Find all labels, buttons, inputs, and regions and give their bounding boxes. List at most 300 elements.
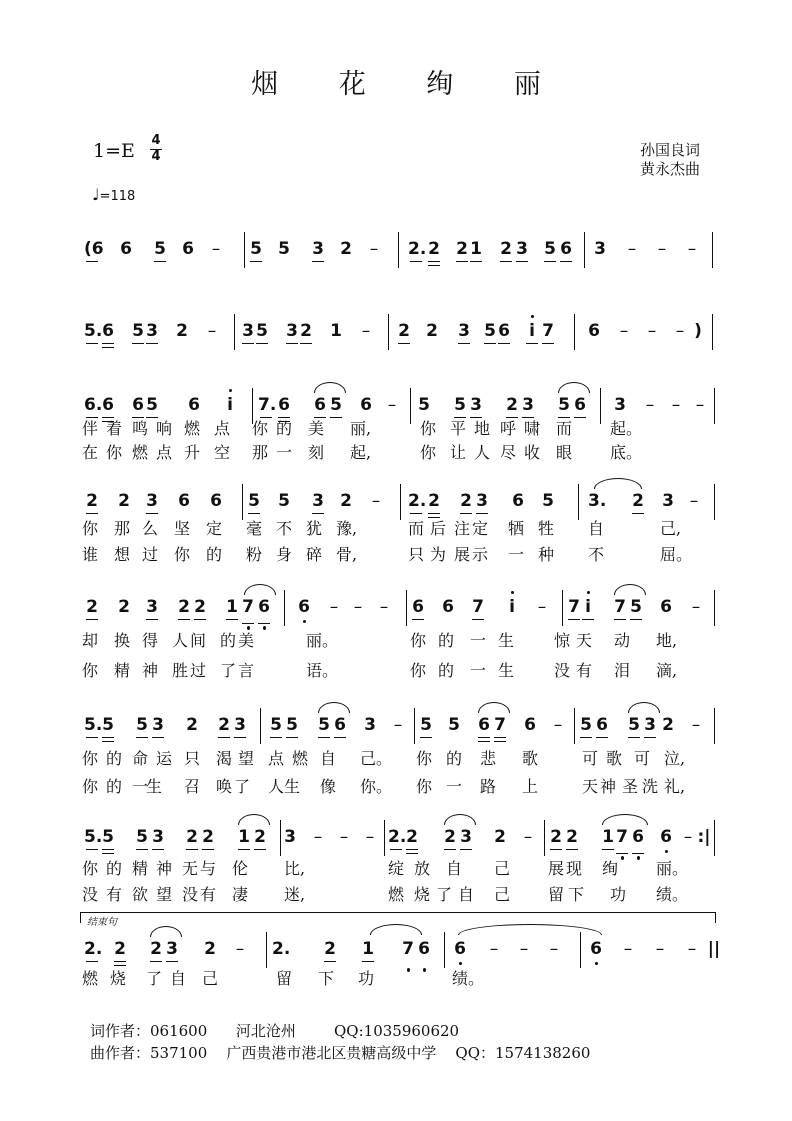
dash: – bbox=[235, 939, 245, 959]
note: 5 bbox=[542, 238, 558, 260]
barline bbox=[280, 820, 281, 856]
slur bbox=[314, 382, 346, 393]
lyric-char: 上 bbox=[522, 777, 539, 796]
dash: – bbox=[211, 239, 221, 259]
note: 6 bbox=[256, 596, 272, 618]
lyric-char: 功 bbox=[358, 969, 375, 988]
lyric-char: 你 bbox=[416, 749, 433, 768]
dash: – bbox=[689, 491, 699, 511]
lyric-char: 可 bbox=[582, 749, 599, 768]
lyrics-block-2-verse-2 bbox=[80, 542, 720, 564]
note: 6 bbox=[188, 395, 200, 415]
lyric-char: 己 bbox=[494, 859, 511, 878]
note: 6 bbox=[410, 596, 426, 618]
note: i bbox=[222, 394, 238, 416]
lyric-char: 你 bbox=[252, 419, 269, 438]
slur bbox=[478, 702, 510, 713]
note: 2 bbox=[564, 826, 580, 848]
lyrics-block-4-verse-2 bbox=[80, 774, 720, 796]
staff-line-2 bbox=[80, 320, 715, 346]
note: 7 bbox=[612, 596, 628, 618]
lyric-char: 的 bbox=[220, 631, 237, 650]
note: 6 bbox=[558, 238, 574, 260]
barline bbox=[580, 932, 581, 968]
note: i bbox=[504, 596, 520, 618]
lyric-char: 一 bbox=[446, 777, 463, 796]
note: 1 bbox=[330, 321, 342, 341]
lyric-char: 定 bbox=[472, 519, 489, 538]
note: 3 bbox=[150, 826, 166, 848]
barline bbox=[714, 590, 715, 626]
barline bbox=[266, 932, 267, 968]
lyric-char: 燃 bbox=[292, 749, 309, 768]
note: 5 bbox=[328, 394, 344, 416]
lyric-char: 烧 bbox=[414, 885, 431, 904]
note: 1 bbox=[236, 826, 252, 848]
lyric-char: 起, bbox=[350, 443, 372, 462]
lyric-char: 自 bbox=[170, 969, 187, 988]
note: 6 bbox=[130, 394, 146, 416]
lyric-char: 运 bbox=[156, 749, 173, 768]
lyric-char: 你 bbox=[410, 661, 427, 680]
dash: – bbox=[675, 321, 685, 341]
lyric-char: 牺 bbox=[508, 519, 525, 538]
note: 2. bbox=[408, 239, 427, 259]
note: 3 bbox=[642, 714, 658, 736]
lyric-char: 你 bbox=[82, 777, 99, 796]
dash: – bbox=[523, 827, 533, 847]
note: 5 bbox=[130, 320, 146, 342]
note: 2 bbox=[200, 826, 216, 848]
lyric-char: 神 bbox=[156, 859, 173, 878]
note: 6. bbox=[84, 395, 103, 415]
lyric-char: 人 bbox=[268, 777, 285, 796]
lyric-char: 坚 bbox=[174, 519, 191, 538]
lyric-char: 示 bbox=[472, 545, 489, 564]
note: 6 bbox=[588, 321, 600, 341]
lyric-char: 一 bbox=[470, 631, 487, 650]
note: 3 bbox=[458, 826, 474, 848]
note: 3 bbox=[232, 714, 248, 736]
repeat-sign: :| bbox=[697, 827, 711, 847]
note: 6 bbox=[296, 596, 312, 618]
lyric-char: 展 bbox=[454, 545, 471, 564]
lyric-char: 丽, bbox=[350, 419, 372, 438]
note: 6 bbox=[496, 320, 512, 342]
barline bbox=[388, 314, 389, 350]
note: 5 bbox=[628, 596, 644, 618]
lyric-char: 你 bbox=[82, 519, 99, 538]
lyric-char: 一 bbox=[508, 545, 525, 564]
note: 3 bbox=[284, 827, 296, 847]
note: 6 bbox=[594, 714, 610, 736]
dash: – bbox=[691, 715, 701, 735]
lyric-char: 的 bbox=[106, 777, 123, 796]
note: 6 bbox=[572, 394, 588, 416]
note: 1 bbox=[224, 596, 240, 618]
lyric-char: 收 bbox=[524, 443, 541, 462]
lyric-char: 间 bbox=[190, 631, 207, 650]
note: 3 bbox=[164, 938, 180, 960]
lyric-char: 的 bbox=[438, 631, 455, 650]
lyric-char: 得 bbox=[142, 631, 159, 650]
note: 6 bbox=[452, 938, 468, 960]
note: 2 bbox=[204, 939, 216, 959]
lyric-char: 种 bbox=[538, 545, 555, 564]
barline bbox=[714, 820, 715, 856]
note: 6 bbox=[588, 938, 604, 960]
note: 5 bbox=[152, 238, 168, 260]
lyric-char: 下 bbox=[568, 885, 585, 904]
barline bbox=[712, 232, 713, 268]
note: 2 bbox=[630, 490, 646, 512]
lyric-char: 没 bbox=[182, 885, 199, 904]
note: 5. bbox=[84, 827, 103, 847]
lyric-char: 有 bbox=[106, 885, 123, 904]
dash: – bbox=[623, 939, 633, 959]
note: 5 bbox=[316, 714, 332, 736]
lyric-char: 丽。 bbox=[306, 631, 339, 650]
lyric-char: 起。 bbox=[610, 419, 643, 438]
lyric-char: 底。 bbox=[610, 443, 643, 462]
tempo-marking bbox=[92, 185, 135, 204]
lyric-char: 毫 bbox=[246, 519, 263, 538]
barline bbox=[578, 484, 579, 520]
note: i bbox=[524, 320, 540, 342]
lyric-char: 精 bbox=[114, 661, 131, 680]
lyric-char: 你 bbox=[82, 661, 99, 680]
song-title: 烟 花 绚 丽 bbox=[251, 69, 567, 100]
barline bbox=[444, 932, 445, 968]
lyric-char: 生 bbox=[284, 777, 301, 796]
lyric-char: 动 bbox=[614, 631, 631, 650]
slur bbox=[614, 584, 646, 595]
lyric-char: 的 bbox=[446, 749, 463, 768]
lyric-char: 言 bbox=[238, 661, 255, 680]
lyric-char: 迷, bbox=[284, 885, 306, 904]
lyric-char: 唤 bbox=[216, 777, 233, 796]
lyric-char: 么 bbox=[142, 519, 159, 538]
lyric-char: 天 bbox=[576, 631, 593, 650]
lyric-char: 了 bbox=[234, 777, 251, 796]
lyric-char: 自 bbox=[588, 519, 605, 538]
lyric-char: 精 bbox=[132, 859, 149, 878]
note: 3 bbox=[144, 490, 160, 512]
note: 5 bbox=[482, 320, 498, 342]
lyric-char: 过 bbox=[190, 661, 207, 680]
note: 5 bbox=[134, 714, 150, 736]
lyric-char: 泪 bbox=[614, 661, 631, 680]
lyric-char: 丽。 bbox=[656, 859, 689, 878]
note: 2 bbox=[148, 938, 164, 960]
barline bbox=[398, 232, 399, 268]
note: 5 bbox=[246, 490, 262, 512]
note: 3 bbox=[514, 238, 530, 260]
note: 5 bbox=[144, 394, 160, 416]
lyric-char: 生 bbox=[498, 661, 515, 680]
lyrics-block-2-verse-1 bbox=[80, 516, 720, 538]
note: 2 bbox=[504, 394, 520, 416]
barline bbox=[414, 708, 415, 744]
note: 2. bbox=[84, 939, 103, 959]
lyrics-block-4-verse-1 bbox=[80, 746, 720, 768]
lyric-char: 换 bbox=[114, 631, 131, 650]
lyric-char: 自 bbox=[320, 749, 337, 768]
note: 2 bbox=[426, 238, 442, 260]
quarter-note-icon: ♩ bbox=[92, 185, 100, 204]
lyric-char: 着 bbox=[106, 419, 123, 438]
note: 5 bbox=[418, 395, 430, 415]
lyric-char: 那 bbox=[114, 519, 131, 538]
dash: – bbox=[647, 321, 657, 341]
lyric-char: 现 bbox=[566, 859, 583, 878]
slur bbox=[602, 814, 648, 825]
lyric-char: 眼 bbox=[556, 443, 573, 462]
lyric-char: 可 bbox=[634, 749, 651, 768]
lyric-char: 欲 bbox=[132, 885, 149, 904]
slur bbox=[558, 382, 590, 393]
note: 3 bbox=[364, 715, 376, 735]
lyric-char: 你 bbox=[420, 443, 437, 462]
note: 1 bbox=[600, 826, 616, 848]
note: 3 bbox=[468, 394, 484, 416]
lyric-char: 绽 bbox=[388, 859, 405, 878]
lyric-char: 地 bbox=[474, 419, 491, 438]
slur bbox=[594, 478, 642, 489]
note: 2. bbox=[388, 827, 407, 847]
lyric-char: 自 bbox=[446, 859, 463, 878]
note: 2 bbox=[176, 596, 192, 618]
note: 2 bbox=[84, 596, 100, 618]
lyricist-info: 词作者：061600 河北沧州 QQ:1035960620 bbox=[90, 1022, 460, 1040]
note: 5 bbox=[100, 714, 116, 736]
lyric-char: 骨, bbox=[336, 545, 358, 564]
lyric-char: 谁 bbox=[82, 545, 99, 564]
note: 7 bbox=[240, 596, 256, 618]
note: 2 bbox=[442, 826, 458, 848]
lyric-char: 召 bbox=[184, 777, 201, 796]
dash: – bbox=[353, 597, 363, 617]
staff-line-1 bbox=[80, 238, 715, 264]
time-signature-bottom: 4 bbox=[151, 149, 161, 164]
note: 3 bbox=[150, 714, 166, 736]
lyric-char: 展 bbox=[548, 859, 565, 878]
time-signature-top: 4 bbox=[151, 133, 161, 148]
note: 3 bbox=[144, 320, 160, 342]
lyric-char: 悲 bbox=[480, 749, 497, 768]
dash: – bbox=[687, 939, 697, 959]
note: 2. bbox=[272, 939, 291, 959]
note: 6 bbox=[178, 491, 190, 511]
lyric-char: 下 bbox=[318, 969, 335, 988]
lyrics-block-5-verse-2 bbox=[80, 882, 720, 904]
dash: – bbox=[361, 321, 371, 341]
lyric-char: 的 bbox=[106, 749, 123, 768]
note: 3 bbox=[284, 320, 300, 342]
lyric-char: 而 bbox=[556, 419, 573, 438]
lyrics-block-6-verse-1 bbox=[80, 966, 720, 988]
lyric-char: 有 bbox=[200, 885, 217, 904]
note: 6 bbox=[416, 938, 432, 960]
slur bbox=[238, 814, 270, 825]
note: 2 bbox=[252, 826, 268, 848]
dash: – bbox=[369, 239, 379, 259]
note: 2 bbox=[548, 826, 564, 848]
note: 6 bbox=[210, 491, 222, 511]
note: 5. bbox=[84, 321, 103, 341]
note: 3. bbox=[588, 491, 607, 511]
lyric-char: 地, bbox=[656, 631, 678, 650]
dash: – bbox=[329, 597, 339, 617]
lyric-char: 绚 bbox=[602, 859, 619, 878]
lyric-char: 的 bbox=[438, 661, 455, 680]
lyric-char: 凄 bbox=[232, 885, 249, 904]
note: 7 bbox=[492, 714, 508, 736]
lyric-char: 点 bbox=[214, 419, 231, 438]
note: 6 bbox=[476, 714, 492, 736]
lyric-char: 的 bbox=[206, 545, 223, 564]
lyric-char: 粉 bbox=[246, 545, 263, 564]
lyric-char: 你 bbox=[82, 749, 99, 768]
dash: – bbox=[655, 939, 665, 959]
staff-line-6 bbox=[80, 714, 715, 740]
barline bbox=[406, 590, 407, 626]
composer-info: 曲作者：537100 广西贵港市港北区贵糖高级中学 QQ：1574138260 bbox=[90, 1044, 591, 1062]
barline bbox=[384, 820, 385, 856]
barline bbox=[574, 708, 575, 744]
staff-line-8 bbox=[80, 938, 721, 964]
dash: – bbox=[387, 395, 397, 415]
note: 6 bbox=[182, 239, 194, 259]
lyric-char: 燃 bbox=[184, 419, 201, 438]
lyric-char: 比, bbox=[284, 859, 306, 878]
lyric-char: 过 bbox=[142, 545, 159, 564]
note: 5 bbox=[278, 491, 290, 511]
note: 1 bbox=[468, 238, 484, 260]
barline bbox=[244, 232, 245, 268]
lyric-char: 留 bbox=[276, 969, 293, 988]
note: 6 bbox=[100, 394, 116, 416]
lyricist-credit: 孙国良词 bbox=[639, 141, 700, 159]
lyric-char: 绩。 bbox=[452, 969, 485, 988]
lyric-char: 空 bbox=[214, 443, 231, 462]
dash: – bbox=[683, 827, 693, 847]
note: 2 bbox=[192, 596, 208, 618]
note: 5 bbox=[418, 714, 434, 736]
dash: – bbox=[695, 395, 705, 415]
note: 2 bbox=[298, 320, 314, 342]
lyric-char: 惊 bbox=[554, 631, 571, 650]
lyric-char: 碎 bbox=[306, 545, 323, 564]
barline bbox=[714, 708, 715, 744]
slur bbox=[150, 926, 182, 937]
lyric-char: 定 bbox=[206, 519, 223, 538]
note: 5 bbox=[452, 394, 468, 416]
lyric-char: 身 bbox=[276, 545, 293, 564]
dash: – bbox=[339, 827, 349, 847]
lyric-char: 犹 bbox=[306, 519, 323, 538]
lyric-char: 绩。 bbox=[656, 885, 689, 904]
note: 2 bbox=[396, 320, 412, 342]
lyric-char: 让 bbox=[450, 443, 467, 462]
note: 6 bbox=[630, 826, 646, 848]
barline bbox=[584, 232, 585, 268]
lyric-char: 神 bbox=[142, 661, 159, 680]
lyrics-block-5-verse-1 bbox=[80, 856, 720, 878]
lyric-char: 功 bbox=[610, 885, 627, 904]
lyric-char: 只 bbox=[184, 749, 201, 768]
dash: – bbox=[313, 827, 323, 847]
note: 6 bbox=[276, 394, 292, 416]
note: 6 bbox=[312, 394, 328, 416]
note: 3 bbox=[520, 394, 536, 416]
lyric-char: 望 bbox=[156, 885, 173, 904]
note: 6 bbox=[660, 597, 672, 617]
lyric-char: 牲 bbox=[538, 519, 555, 538]
lyric-char: 放 bbox=[414, 859, 431, 878]
lyric-char: 在 bbox=[82, 443, 99, 462]
note: 2 bbox=[118, 597, 130, 617]
slur bbox=[628, 702, 660, 713]
note: 5 bbox=[556, 394, 572, 416]
note: 2 bbox=[216, 714, 232, 736]
lyric-char: 语。 bbox=[306, 661, 339, 680]
dash: – bbox=[553, 715, 563, 735]
lyric-char: 点 bbox=[268, 749, 285, 768]
dash: – bbox=[379, 597, 389, 617]
dash: – bbox=[657, 239, 667, 259]
note: 5 bbox=[278, 239, 290, 259]
note: 3 bbox=[144, 596, 160, 618]
dash: – bbox=[627, 239, 637, 259]
lyric-char: 了 bbox=[436, 885, 453, 904]
lyric-char: 无 bbox=[182, 859, 199, 878]
dash: – bbox=[691, 597, 701, 617]
lyric-char: 不 bbox=[588, 545, 605, 564]
lyric-char: 渴 bbox=[216, 749, 233, 768]
lyric-char: 你 bbox=[410, 631, 427, 650]
lyric-char: 你 bbox=[416, 777, 433, 796]
lyric-char: 想 bbox=[114, 545, 131, 564]
lyric-char: 歌 bbox=[522, 749, 539, 768]
lyrics-block-1-verse-1 bbox=[80, 416, 720, 438]
dash: – bbox=[519, 939, 529, 959]
lyric-char: 神 bbox=[600, 777, 617, 796]
lyric-char: 没 bbox=[82, 885, 99, 904]
tempo-value: =118 bbox=[99, 189, 136, 204]
lyric-char: 洗 bbox=[642, 777, 659, 796]
lyric-char: 了 bbox=[220, 661, 237, 680]
note: 3 bbox=[310, 490, 326, 512]
barline bbox=[574, 314, 575, 350]
lyric-char: 一 bbox=[276, 443, 293, 462]
note: 5 bbox=[248, 238, 264, 260]
lyric-char: 人 bbox=[474, 443, 491, 462]
dash: – bbox=[207, 321, 217, 341]
staff-line-4 bbox=[80, 490, 715, 516]
note: 3 bbox=[456, 320, 472, 342]
lyric-char: 你 bbox=[106, 443, 123, 462]
note: 2 bbox=[404, 826, 420, 848]
dash: – bbox=[619, 321, 629, 341]
lyrics-block-1-verse-2 bbox=[80, 440, 720, 462]
lyric-char: 鸣 bbox=[132, 419, 149, 438]
note: 2 bbox=[322, 938, 338, 960]
dash: – bbox=[645, 395, 655, 415]
note: 6 bbox=[442, 597, 454, 617]
dash: – bbox=[537, 597, 547, 617]
barline bbox=[544, 820, 545, 856]
